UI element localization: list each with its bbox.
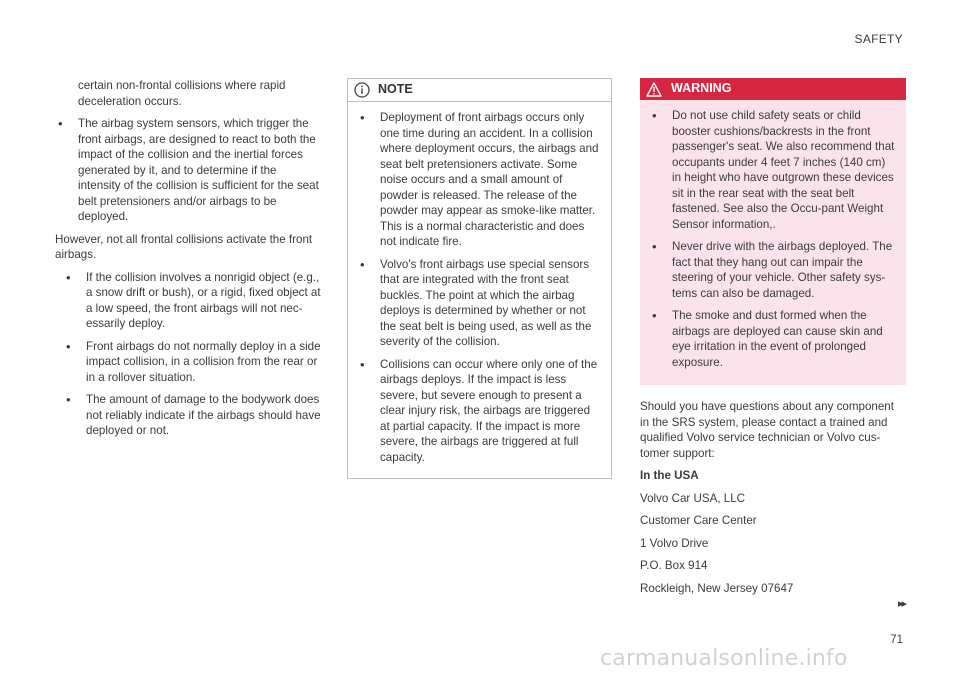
address-line: Rockleigh, New Jersey 07647 — [640, 581, 794, 595]
page-number: 71 — [890, 634, 903, 646]
list-item: • Front airbags do not normally deploy in a side impact collision, in a collision from the rear or in a rollover situation. — [63, 339, 321, 386]
contact-section — [640, 399, 906, 596]
warning-title: WARNING — [671, 81, 732, 96]
watermark: carmanualsonline.info — [600, 646, 848, 671]
address-line: P.O. Box 914 — [640, 559, 708, 572]
section-title: SAFETY — [854, 32, 903, 46]
warning-bullet-list — [649, 108, 897, 370]
note-header — [348, 79, 611, 102]
continued-text: certain non-frontal collisions where rapid deceleration occurs. — [78, 79, 286, 108]
double-chevron-right-icon: ▸▸ — [897, 598, 905, 610]
note-bullet-list — [357, 110, 602, 465]
list-item: • The smoke and dust formed when the airbags are deployed can cause skin and eye irritation in the event of prolonged exposure. — [649, 308, 897, 370]
contact-intro: Should you have questions about any component in the SRS system, please contact a trained and qualified Volvo service technician or Volvo cus-tomer support: — [640, 400, 894, 460]
warning-triangle-icon — [646, 82, 662, 97]
sub-bullet-list — [55, 270, 321, 439]
contact-heading: In the USA — [640, 469, 699, 482]
warning-box — [640, 78, 906, 385]
note-body — [348, 102, 611, 478]
list-item: • Deployment of front airbags occurs only one time during an accident. In a collision where deployment occurs, the airbags and seat belt pretensioners activate. Some noise occurs and a small amount of powder is released. The release of the powder may appear as smoke-like matter. This is a normal characteristic and does not indicate fire. — [357, 110, 602, 250]
list-item: • The airbag system sensors, which trigger the front airbags, are designed to react to both the impact of the collision and the inertial forces generated by it, and to determine if the intensity of the collision is sufficient for the seat belt pretensioners and/or airbags to be deployed. — [55, 116, 321, 225]
address-line: Customer Care Center — [640, 514, 757, 527]
note-box — [347, 78, 612, 479]
paragraph: However, not all frontal collisions activate the front airbags. — [55, 232, 313, 261]
list-item: • Never drive with the airbags deployed. The fact that they hang out can impair the steering of your vehicle. Other safety sys-tems can also be damaged. — [649, 239, 897, 301]
warning-header — [640, 78, 906, 100]
warning-body — [640, 100, 906, 385]
list-item: • Do not use child safety seats or child booster cushions/backrests in the front passenger's seat. We also recommend that occupants under 4 feet 7 inches (140 cm) in height who have outgrown these devices sit in the rear seat with the seat belt fastened. See also the Occu-pant Weight Sensor information,. — [649, 108, 897, 232]
column-left — [55, 78, 321, 446]
list-item: • Collisions can occur where only one of the airbags deploys. If the impact is less severe, but severe enough to present a clear injury risk, the airbags are triggered at partial capacity. If the impact is more severe, the airbags are triggered at full capacity. — [357, 357, 602, 466]
list-item: • The amount of damage to the bodywork does not reliably indicate if the airbags should have deployed or not. — [63, 392, 321, 439]
note-title: NOTE — [378, 82, 413, 97]
info-icon — [354, 82, 370, 98]
list-item: • If the collision involves a nonrigid object (e.g., a snow drift or bush), or a rigid, fixed object at a low speed, the front airbags will not nec-essarily deploy. — [63, 270, 321, 332]
address-line: 1 Volvo Drive — [640, 536, 709, 550]
list-item: • Volvo's front airbags use special sensors that are integrated with the front seat buckles. The point at which the airbag deploys is determined by whether or not the seat belt is being used, as well as the severity of the collision. — [357, 257, 602, 350]
bullet-list — [55, 116, 321, 225]
column-right — [640, 78, 906, 603]
address-line: Volvo Car USA, LLC — [640, 491, 746, 505]
column-middle — [347, 78, 612, 479]
